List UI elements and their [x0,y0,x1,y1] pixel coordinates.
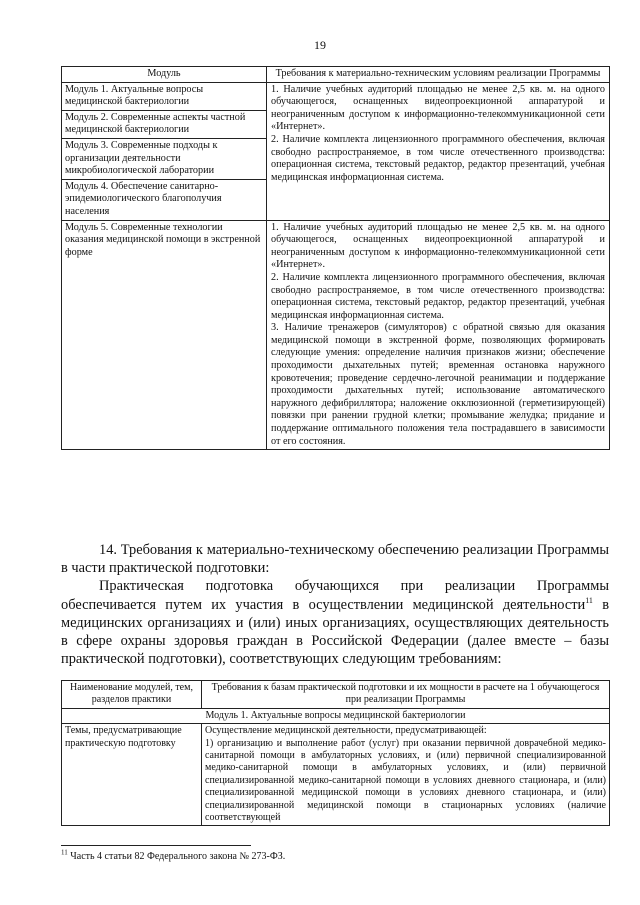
module-3: Модуль 3. Современные подходы к организации деятельности микробиологической лаборатории [62,139,266,180]
header-col2: Требования к базам практической подготовки и их мощности в расчете на 1 обучающегося при реализации Программы [202,681,610,709]
table-row [62,724,610,826]
footnote-divider [61,845,251,846]
module-5: Модуль 5. Современные технологии оказания медицинской помощи в экстренной форме [62,220,267,450]
requirement-3: 3. Наличие тренажеров (симуляторов) с обратной связью для оказания медицинской помощи в экстренной форме, позволяющих формировать следующие умения: определение наличия признаков жизни; обеспечение проходимости дыхательных путей; временная остановка наружного кровотечения; проведение сердечно-легочной реанимации и поддержание проходимости дыхательных путей; использование автоматического наружного дефибриллятора; наложение окклюзионной (герметизирующей) повязки при ранении грудной клетки; промывание желудка; придание и поддержание оптимального положения тела пострадавшего в зависимости от его состояния. [271,322,605,447]
module-row [62,708,610,723]
section-14 [61,541,609,668]
requirement-2: 2. Наличие комплекта лицензионного программного обеспечения, включая свободно распространяемое, в том числе отечественного производства: операционная система, текстовый редактор, редактор презентаций, учебная медицинская информационная система. [271,133,605,183]
modules-cell [62,82,267,220]
requirements-text: 1) организацию и выполнение работ (услуг) при оказании первичной доврачебной медико-санитарной помощи в амбулаторных условиях, и (или) первичной специализированной медико-санитарной помощи в амбулаторных условиях, и (или) первичной специализированной медико-санитарной помощи в условиях дневного стационара, и (или) специализированной медицинской помощи в условиях дневного стационара, и (или) специализированной медицинской помощи в стационарных условиях (наличие соответствующей [205,737,606,824]
page-number: 19 [314,38,326,52]
practical-bases-table [61,680,610,826]
requirement-2: 2. Наличие комплекта лицензионного программного обеспечения, включая свободно распространяемое, в том числе отечественного производства: операционная система, текстовый редактор, редактор презентаций, учебная медицинская информационная система. [271,271,605,321]
requirements-title: Осуществление медицинской деятельности, предусматривающей: [205,725,487,737]
module-1: Модуль 1. Актуальные вопросы медицинской бактериологии [62,83,266,111]
table-header-row [62,67,610,83]
table-header-row [62,681,610,709]
module-4: Модуль 4. Обеспечение санитарно-эпидемиологического благополучия населения [65,180,222,217]
requirements-cell [267,220,610,450]
requirements-cell [202,724,610,826]
header-module: Модуль [62,67,267,83]
header-col1: Наименование модулей, тем, разделов практики [62,681,202,709]
footnote-text: Часть 4 статьи 82 Федерального закона № 273-ФЗ. [67,851,286,862]
paragraph-text: Практическая подготовка обучающихся при реализации Программы обеспечивается путем их участия в осуществлении медицинской деятельности [61,578,609,613]
module-2: Модуль 2. Современные аспекты частной медицинской бактериологии [62,111,266,139]
footnote-mark: 11 [61,848,68,857]
header-requirements: Требования к материально-техническим условиям реализации Программы [267,67,610,83]
footnote [61,848,286,862]
topics-cell: Темы, предусматривающие практическую подготовку [62,724,202,826]
footnote-ref: 11 [585,595,593,605]
material-requirements-table [61,66,610,450]
module-title: Модуль 1. Актуальные вопросы медицинской бактериологии [62,708,610,723]
requirement-1: 1. Наличие учебных аудиторий площадью не менее 2,5 кв. м. на одного обучающегося, оснащенных видеопроекционной аппаратурой и неограниченным доступом к информационно-телекоммуникационной сети «Интернет». [271,83,605,133]
paragraph-text-cont: в медицинских организациях и (или) иных организациях, осуществляющих деятельность в сфере охраны здоровья граждан в Российской Федерации (далее вместе – базы практической подготовки), соответствующих следующим требованиям: [61,596,609,668]
table-row [62,220,610,450]
requirements-cell [267,82,610,220]
section-heading: 14. Требования к материально-техническому обеспечению реализации Программы в части практической подготовки: [61,542,609,577]
section-paragraph [61,577,609,668]
requirement-1: 1. Наличие учебных аудиторий площадью не менее 2,5 кв. м. на одного обучающегося, оснащенных видеопроекционной аппаратурой и неограниченным доступом к информационно-телекоммуникационной сети «Интернет». [271,221,605,271]
table-row [62,82,610,220]
